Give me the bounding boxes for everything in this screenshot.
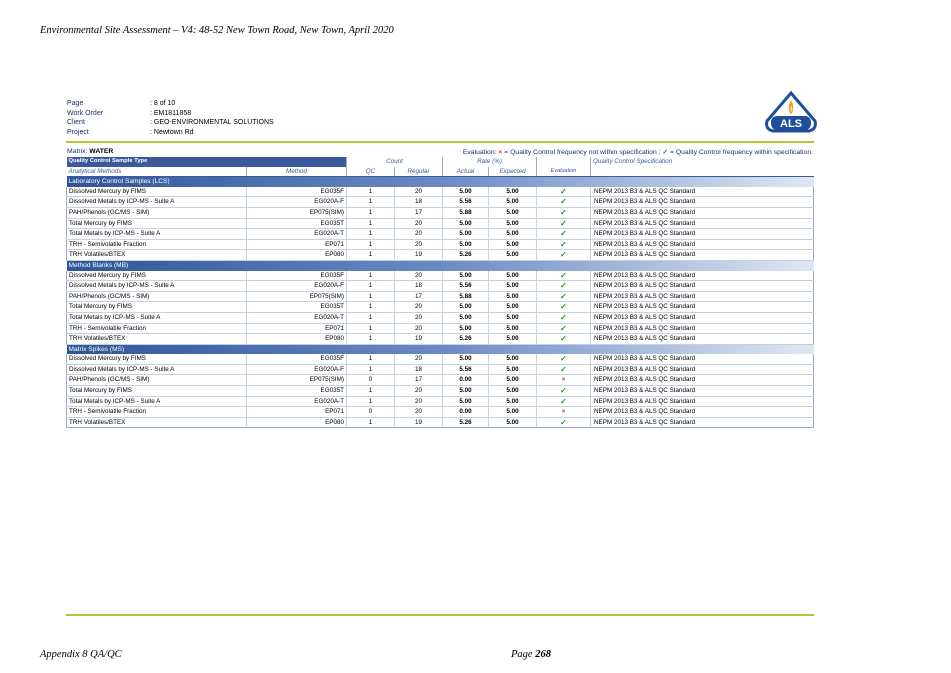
cell-actual: 5.00 bbox=[443, 239, 489, 250]
table-row bbox=[67, 396, 814, 407]
cell-spec: NEPM 2013 B3 & ALS QC Standard bbox=[591, 207, 814, 218]
cell-actual: 5.00 bbox=[443, 271, 489, 281]
table-row bbox=[67, 239, 814, 250]
qc-frequency-table bbox=[66, 157, 814, 428]
cell-spec: NEPM 2013 B3 & ALS QC Standard bbox=[591, 239, 814, 250]
footer-page bbox=[511, 649, 551, 660]
info-row bbox=[67, 109, 274, 119]
header-analytical-methods: Analytical Methods bbox=[67, 167, 247, 177]
cell-analytical-method: TRH - Semivolatile Fraction bbox=[67, 323, 247, 334]
cell-spec: NEPM 2013 B3 & ALS QC Standard bbox=[591, 187, 814, 197]
header-rate: Rate (%) bbox=[443, 157, 537, 167]
header-actual: Actual bbox=[443, 167, 489, 177]
header-count: Count bbox=[347, 157, 443, 167]
cell-spec: NEPM 2013 B3 & ALS QC Standard bbox=[591, 364, 814, 375]
cell-expected: 5.00 bbox=[489, 386, 537, 397]
cell-actual: 5.56 bbox=[443, 197, 489, 208]
cell-regular: 20 bbox=[395, 218, 443, 229]
cell-spec: NEPM 2013 B3 & ALS QC Standard bbox=[591, 312, 814, 323]
cell-regular: 17 bbox=[395, 375, 443, 386]
table-header-row-2 bbox=[67, 167, 814, 177]
cell-expected: 5.00 bbox=[489, 364, 537, 375]
table-row bbox=[67, 364, 814, 375]
evaluation-prefix: Evaluation: bbox=[462, 149, 497, 156]
table-row bbox=[67, 229, 814, 240]
cell-qc: 1 bbox=[347, 323, 395, 334]
cell-evaluation-icon: ✓ bbox=[537, 271, 591, 281]
cell-analytical-method: TRH - Semivolatile Fraction bbox=[67, 407, 247, 418]
matrix-label-text: Matrix: bbox=[67, 148, 88, 155]
cell-evaluation-icon: ✓ bbox=[537, 281, 591, 292]
cell-evaluation-icon: ✓ bbox=[537, 323, 591, 334]
cell-evaluation-icon: ✓ bbox=[537, 229, 591, 240]
cell-expected: 5.00 bbox=[489, 354, 537, 364]
cell-analytical-method: TRH Volatiles/BTEX bbox=[67, 334, 247, 345]
info-value: : GEO-ENVIRONMENTAL SOLUTIONS bbox=[150, 119, 274, 127]
cell-evaluation-icon: ✓ bbox=[537, 312, 591, 323]
cell-regular: 20 bbox=[395, 239, 443, 250]
pass-symbol: ✓ bbox=[662, 149, 669, 156]
cell-regular: 20 bbox=[395, 271, 443, 281]
cell-qc: 1 bbox=[347, 229, 395, 240]
cell-analytical-method: Dissolved Metals by ICP-MS - Suite A bbox=[67, 197, 247, 208]
cell-qc: 1 bbox=[347, 250, 395, 261]
cell-analytical-method: Total Metals by ICP-MS - Suite A bbox=[67, 229, 247, 240]
cell-spec: NEPM 2013 B3 & ALS QC Standard bbox=[591, 302, 814, 313]
cell-evaluation-icon: ✓ bbox=[537, 386, 591, 397]
cell-regular: 20 bbox=[395, 229, 443, 240]
table-row bbox=[67, 407, 814, 418]
cell-analytical-method: Total Metals by ICP-MS - Suite A bbox=[67, 396, 247, 407]
cell-method: EG020A-F bbox=[247, 197, 347, 208]
info-label: Client bbox=[67, 119, 85, 127]
cell-spec: NEPM 2013 B3 & ALS QC Standard bbox=[591, 229, 814, 240]
cell-method: EP080 bbox=[247, 250, 347, 261]
table-row bbox=[67, 207, 814, 218]
header-sample-type: Quality Control Sample Type bbox=[67, 157, 347, 167]
table-row bbox=[67, 291, 814, 302]
section-title: Matrix Spikes (MS) bbox=[67, 344, 814, 354]
cell-evaluation-icon: ✓ bbox=[537, 250, 591, 261]
cell-analytical-method: Dissolved Metals by ICP-MS - Suite A bbox=[67, 364, 247, 375]
cell-regular: 20 bbox=[395, 312, 443, 323]
header-blank bbox=[537, 157, 591, 167]
document-header: Environmental Site Assessment – V4: 48-52 New Town Road, New Town, April 2020 bbox=[40, 25, 394, 36]
cell-method: EG035F bbox=[247, 271, 347, 281]
table-row bbox=[67, 417, 814, 428]
cell-evaluation-icon: ✓ bbox=[537, 197, 591, 208]
cell-method: EP075(SIM) bbox=[247, 291, 347, 302]
cell-spec: NEPM 2013 B3 & ALS QC Standard bbox=[591, 281, 814, 292]
fail-symbol: × bbox=[498, 149, 503, 156]
cell-actual: 5.26 bbox=[443, 417, 489, 428]
cell-qc: 1 bbox=[347, 354, 395, 364]
cell-expected: 5.00 bbox=[489, 250, 537, 261]
cell-actual: 5.00 bbox=[443, 396, 489, 407]
cell-actual: 5.56 bbox=[443, 364, 489, 375]
cell-actual: 0.00 bbox=[443, 407, 489, 418]
cell-expected: 5.00 bbox=[489, 312, 537, 323]
cell-actual: 5.00 bbox=[443, 229, 489, 240]
matrix-label bbox=[67, 148, 113, 156]
cell-regular: 20 bbox=[395, 323, 443, 334]
cell-regular: 18 bbox=[395, 281, 443, 292]
cell-analytical-method: TRH Volatiles/BTEX bbox=[67, 417, 247, 428]
pass-text: = Quality Control frequency within specification. bbox=[670, 149, 813, 156]
cell-expected: 5.00 bbox=[489, 271, 537, 281]
cell-expected: 5.00 bbox=[489, 407, 537, 418]
cell-analytical-method: Total Mercury by FIMS bbox=[67, 302, 247, 313]
table-header-row-1 bbox=[67, 157, 814, 167]
cell-method: EG035T bbox=[247, 386, 347, 397]
table-row bbox=[67, 281, 814, 292]
header-qc: QC bbox=[347, 167, 395, 177]
cell-evaluation-icon: ✓ bbox=[537, 354, 591, 364]
cell-spec: NEPM 2013 B3 & ALS QC Standard bbox=[591, 396, 814, 407]
cell-spec: NEPM 2013 B3 & ALS QC Standard bbox=[591, 271, 814, 281]
cell-evaluation-icon: ✓ bbox=[537, 218, 591, 229]
cell-regular: 20 bbox=[395, 354, 443, 364]
cell-method: EG035F bbox=[247, 187, 347, 197]
info-value: : Newtown Rd bbox=[150, 128, 194, 136]
cell-expected: 5.00 bbox=[489, 197, 537, 208]
cell-evaluation-icon: ✓ bbox=[537, 302, 591, 313]
cell-evaluation-icon: ✓ bbox=[537, 364, 591, 375]
info-value: : 8 of 10 bbox=[150, 100, 176, 107]
cell-qc: 1 bbox=[347, 281, 395, 292]
cell-regular: 20 bbox=[395, 386, 443, 397]
cell-analytical-method: Dissolved Mercury by FIMS bbox=[67, 354, 247, 364]
cell-evaluation-icon: ✓ bbox=[537, 187, 591, 197]
cell-analytical-method: Total Metals by ICP-MS - Suite A bbox=[67, 312, 247, 323]
info-row bbox=[67, 118, 274, 128]
section-header-row bbox=[67, 177, 814, 187]
cell-spec: NEPM 2013 B3 & ALS QC Standard bbox=[591, 197, 814, 208]
cell-qc: 1 bbox=[347, 239, 395, 250]
cell-expected: 5.00 bbox=[489, 417, 537, 428]
cell-analytical-method: Dissolved Metals by ICP-MS - Suite A bbox=[67, 281, 247, 292]
cell-analytical-method: Total Mercury by FIMS bbox=[67, 218, 247, 229]
cell-evaluation-icon: × bbox=[537, 375, 591, 386]
cell-method: EG020A-F bbox=[247, 364, 347, 375]
cell-evaluation-icon: ✓ bbox=[537, 207, 591, 218]
cell-spec: NEPM 2013 B3 & ALS QC Standard bbox=[591, 375, 814, 386]
cell-method: EG020A-T bbox=[247, 312, 347, 323]
cell-actual: 5.00 bbox=[443, 218, 489, 229]
cell-spec: NEPM 2013 B3 & ALS QC Standard bbox=[591, 250, 814, 261]
cell-regular: 19 bbox=[395, 334, 443, 345]
header-method: Method bbox=[247, 167, 347, 177]
cell-actual: 5.88 bbox=[443, 291, 489, 302]
cell-analytical-method: Total Mercury by FIMS bbox=[67, 386, 247, 397]
cell-method: EG020A-T bbox=[247, 396, 347, 407]
cell-evaluation-icon: ✓ bbox=[537, 417, 591, 428]
section-title: Laboratory Control Samples (LCS) bbox=[67, 177, 814, 187]
header-expected: Expected bbox=[489, 167, 537, 177]
info-row bbox=[67, 128, 274, 138]
cell-spec: NEPM 2013 B3 & ALS QC Standard bbox=[591, 218, 814, 229]
cell-method: EP080 bbox=[247, 417, 347, 428]
cell-analytical-method: Dissolved Mercury by FIMS bbox=[67, 271, 247, 281]
table-row bbox=[67, 312, 814, 323]
table-row bbox=[67, 334, 814, 345]
table-row bbox=[67, 354, 814, 364]
cell-spec: NEPM 2013 B3 & ALS QC Standard bbox=[591, 386, 814, 397]
table-row bbox=[67, 386, 814, 397]
cell-qc: 1 bbox=[347, 207, 395, 218]
cell-analytical-method: TRH - Semivolatile Fraction bbox=[67, 239, 247, 250]
cell-qc: 1 bbox=[347, 197, 395, 208]
section-header-row bbox=[67, 260, 814, 270]
cell-spec: NEPM 2013 B3 & ALS QC Standard bbox=[591, 417, 814, 428]
cell-method: EP080 bbox=[247, 334, 347, 345]
table-row bbox=[67, 375, 814, 386]
cell-analytical-method: Dissolved Mercury by FIMS bbox=[67, 187, 247, 197]
header-rule bbox=[66, 141, 814, 143]
cell-expected: 5.00 bbox=[489, 281, 537, 292]
table-row bbox=[67, 187, 814, 197]
cell-regular: 19 bbox=[395, 417, 443, 428]
cell-actual: 5.00 bbox=[443, 354, 489, 364]
cell-evaluation-icon: ✓ bbox=[537, 239, 591, 250]
cell-method: EP075(SIM) bbox=[247, 207, 347, 218]
cell-qc: 1 bbox=[347, 396, 395, 407]
section-header-row bbox=[67, 344, 814, 354]
info-value: : EM1811858 bbox=[150, 109, 192, 117]
cell-evaluation-icon: ✓ bbox=[537, 291, 591, 302]
cell-actual: 5.88 bbox=[443, 207, 489, 218]
cell-spec: NEPM 2013 B3 & ALS QC Standard bbox=[591, 407, 814, 418]
evaluation-legend bbox=[463, 148, 813, 156]
cell-actual: 5.26 bbox=[443, 334, 489, 345]
cell-actual: 5.56 bbox=[443, 281, 489, 292]
fail-text: = Quality Control frequency not within specification ; bbox=[504, 149, 661, 156]
cell-regular: 20 bbox=[395, 187, 443, 197]
table-row bbox=[67, 197, 814, 208]
cell-actual: 0.00 bbox=[443, 375, 489, 386]
cell-analytical-method: TRH Volatiles/BTEX bbox=[67, 250, 247, 261]
cell-expected: 5.00 bbox=[489, 375, 537, 386]
cell-evaluation-icon: ✓ bbox=[537, 396, 591, 407]
cell-expected: 5.00 bbox=[489, 239, 537, 250]
table-row bbox=[67, 302, 814, 313]
info-row bbox=[67, 99, 274, 109]
cell-regular: 19 bbox=[395, 250, 443, 261]
header-evaluation: Evaluation bbox=[537, 167, 591, 177]
cell-actual: 5.00 bbox=[443, 312, 489, 323]
cell-evaluation-icon: ✓ bbox=[537, 334, 591, 345]
cell-expected: 5.00 bbox=[489, 334, 537, 345]
cell-actual: 5.00 bbox=[443, 323, 489, 334]
cell-analytical-method: PAH/Phenols (GC/MS - SIM) bbox=[67, 207, 247, 218]
cell-spec: NEPM 2013 B3 & ALS QC Standard bbox=[591, 354, 814, 364]
section-title: Method Blanks (MB) bbox=[67, 260, 814, 270]
table-row bbox=[67, 218, 814, 229]
info-label: Work Order bbox=[67, 109, 104, 117]
header-spec: Quality Control Specification bbox=[591, 157, 814, 167]
matrix-value: WATER bbox=[89, 148, 114, 155]
cell-method: EG035F bbox=[247, 354, 347, 364]
table-row bbox=[67, 323, 814, 334]
table-row bbox=[67, 250, 814, 261]
header-spec-blank bbox=[591, 167, 814, 177]
cell-expected: 5.00 bbox=[489, 218, 537, 229]
cell-method: EP071 bbox=[247, 239, 347, 250]
cell-evaluation-icon: × bbox=[537, 407, 591, 418]
cell-qc: 1 bbox=[347, 302, 395, 313]
cell-qc: 1 bbox=[347, 218, 395, 229]
cell-qc: 1 bbox=[347, 386, 395, 397]
cell-analytical-method: PAH/Phenols (GC/MS - SIM) bbox=[67, 375, 247, 386]
cell-spec: NEPM 2013 B3 & ALS QC Standard bbox=[591, 323, 814, 334]
cell-spec: NEPM 2013 B3 & ALS QC Standard bbox=[591, 291, 814, 302]
cell-actual: 5.00 bbox=[443, 386, 489, 397]
cell-qc: 1 bbox=[347, 271, 395, 281]
cell-expected: 5.00 bbox=[489, 187, 537, 197]
cell-qc: 0 bbox=[347, 407, 395, 418]
cell-regular: 20 bbox=[395, 407, 443, 418]
footer-page-label: Page bbox=[511, 649, 533, 660]
cell-method: EP071 bbox=[247, 323, 347, 334]
header-regular: Regular bbox=[395, 167, 443, 177]
cell-method: EG020A-F bbox=[247, 281, 347, 292]
logo-text: ALS bbox=[780, 118, 802, 130]
matrix-line bbox=[67, 148, 813, 156]
cell-method: EG035T bbox=[247, 302, 347, 313]
cell-regular: 18 bbox=[395, 364, 443, 375]
cell-qc: 1 bbox=[347, 334, 395, 345]
cell-qc: 1 bbox=[347, 187, 395, 197]
als-logo bbox=[765, 91, 817, 136]
cell-regular: 17 bbox=[395, 207, 443, 218]
cell-method: EG035T bbox=[247, 218, 347, 229]
cell-actual: 5.00 bbox=[443, 302, 489, 313]
report-info bbox=[67, 99, 274, 137]
cell-method: EP075(SIM) bbox=[247, 375, 347, 386]
table-row bbox=[67, 271, 814, 281]
cell-regular: 18 bbox=[395, 197, 443, 208]
footer-appendix: Appendix 8 QA/QC bbox=[40, 649, 122, 660]
cell-qc: 1 bbox=[347, 312, 395, 323]
cell-expected: 5.00 bbox=[489, 207, 537, 218]
cell-qc: 1 bbox=[347, 291, 395, 302]
cell-regular: 20 bbox=[395, 302, 443, 313]
cell-method: EG020A-T bbox=[247, 229, 347, 240]
info-label: Project bbox=[67, 128, 89, 136]
cell-actual: 5.26 bbox=[443, 250, 489, 261]
cell-actual: 5.00 bbox=[443, 187, 489, 197]
cell-method: EP071 bbox=[247, 407, 347, 418]
cell-expected: 5.00 bbox=[489, 229, 537, 240]
footer-rule bbox=[66, 614, 814, 616]
cell-expected: 5.00 bbox=[489, 323, 537, 334]
cell-expected: 5.00 bbox=[489, 396, 537, 407]
footer-page-number: 268 bbox=[535, 649, 551, 660]
cell-regular: 20 bbox=[395, 396, 443, 407]
cell-analytical-method: PAH/Phenols (GC/MS - SIM) bbox=[67, 291, 247, 302]
info-label: Page bbox=[67, 100, 84, 107]
cell-regular: 17 bbox=[395, 291, 443, 302]
cell-expected: 5.00 bbox=[489, 291, 537, 302]
cell-qc: 0 bbox=[347, 375, 395, 386]
cell-spec: NEPM 2013 B3 & ALS QC Standard bbox=[591, 334, 814, 345]
cell-qc: 1 bbox=[347, 417, 395, 428]
cell-expected: 5.00 bbox=[489, 302, 537, 313]
cell-qc: 1 bbox=[347, 364, 395, 375]
